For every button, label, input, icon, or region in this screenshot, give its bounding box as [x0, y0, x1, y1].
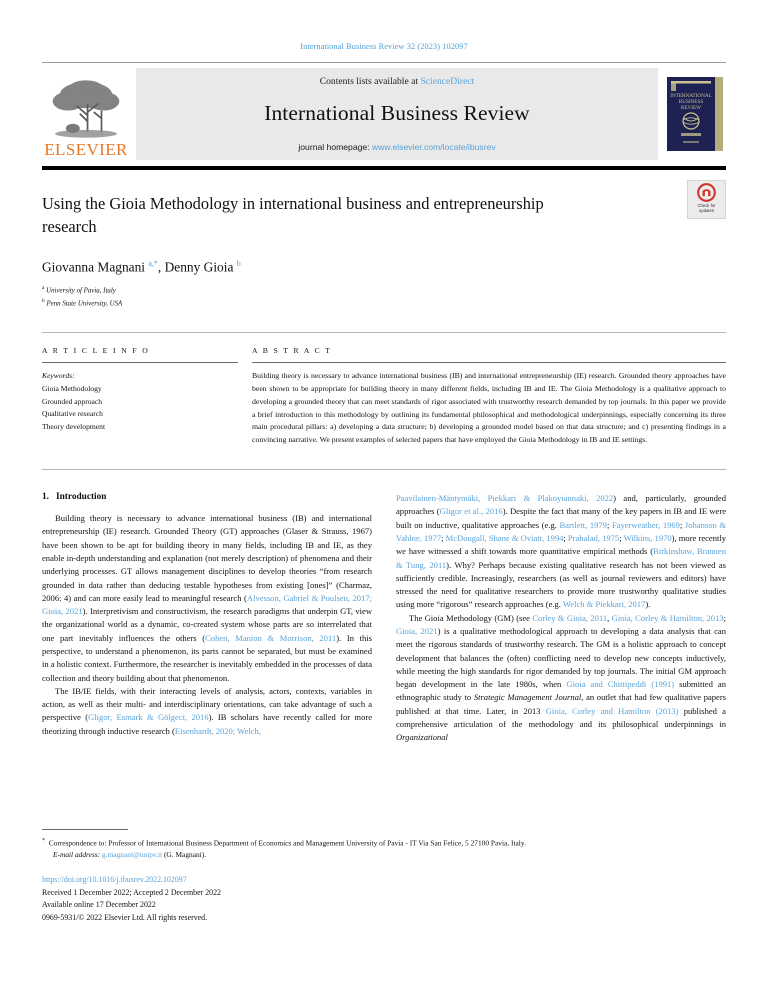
crossmark-line1: Check for	[697, 203, 716, 208]
affiliation-a-marker: a	[42, 285, 45, 292]
elsevier-tree-icon	[47, 78, 125, 140]
crossmark-label	[698, 203, 716, 214]
keyword-item: Qualitative research	[42, 409, 103, 419]
available-online-date: Available online 17 December 2022	[42, 900, 156, 910]
elsevier-logo	[42, 68, 130, 160]
received-dates: Received 1 December 2022; Accepted 2 December 2022	[42, 887, 221, 897]
running-head: International Business Review 32 (2023) 102097	[300, 42, 468, 51]
section-title-text: Introduction	[55, 492, 107, 503]
keywords-label: Keywords:	[42, 371, 75, 381]
affiliation-a-text: University of Pavia, Italy	[46, 287, 116, 295]
footnote-divider	[42, 829, 128, 830]
journal-homepage-link[interactable]: www.elsevier.com/locate/ibusrev	[371, 142, 496, 152]
article-info-abstract	[42, 332, 726, 447]
abstract-text: Building theory is necessary to advance international business (IB) and international entrepreneurship (IE) research. Grounded theory approaches have been shown to be appropriate for building theory in many different fields, including IB and IE. The Gioia Methodology is a qualitative approach to developing a grounded theory that can meet standards of rigor associated with trustworthy research demanded by top journals. In this paper we provide a brief introduction to this methodology by outlining its fundamental philosophical and methodological underpinnings, especially concerning its three main procedural pillars: a) developing a data structure; b) developing a grounded model based on that data structure; and c) presenting findings in a convincing narrative. We present examples of selected papers that have employed the Gioia Methodology in IB and IE settings.	[252, 371, 726, 445]
svg-text:INTERNATIONAL: INTERNATIONAL	[670, 93, 712, 99]
masthead-divider	[42, 166, 726, 170]
keyword-item: Theory development	[42, 422, 106, 432]
copyright-line: 0969-5931/© 2022 Elsevier Ltd. All rights reserved.	[42, 912, 208, 922]
crossmark-badge[interactable]	[687, 180, 726, 219]
svg-text:BUSINESS: BUSINESS	[678, 99, 704, 105]
title-block	[42, 192, 726, 309]
body-columns	[42, 492, 726, 744]
body-paragraph: The Gioia Methodology (GM) (see Corley & Gioia, 2011, Gioia, Corley & Hamilton, 2013; Gioia, 2021) is a qualitative methodological approach to developing a data analysis that can meet the rigorous standards of trustworthy research. The GM is a holistic approach to concept development that balances the (often) conflicting need to develop new concepts inductively, while meeting the high standards for rigor demanded by top journals. The initial GM approach began development in the late 1980s, when Gioia and Chittipeddi (1991) submitted an ethnographic study to Strategic Management Journal, an outlet that had few qualitative papers published at that time. Later, in 2013 Gioia, Corley and Hamilton (2013) published a comprehensive articulation of the methodology and its philosophical underpinnings in Organizational	[396, 612, 726, 743]
doi-link[interactable]: https://doi.org/10.1016/j.ibusrev.2022.102097	[42, 875, 187, 885]
body-paragraph: The IB/IE fields, with their interacting levels of analysis, actors, contexts, variables in action, as well as their multi- and interdisciplinary orientations, can take advantage of such a perspective (Gligor, Esmark & Gölgeci, 2016). IB scholars have recently called for more theorizing through inductive research (Eisenhardt, 2020; Welch,	[42, 685, 372, 736]
article-info-rule	[42, 362, 238, 363]
article-info-heading: A R T I C L E I N F O	[42, 346, 150, 356]
contents-prefix: Contents lists available at	[319, 76, 421, 87]
body-column-right	[396, 492, 726, 744]
keyword-item: Gioia Methodology	[42, 383, 102, 393]
journal-cover-thumbnail	[664, 68, 726, 160]
body-paragraph: Building theory is necessary to advance international business (IB) and international entrepreneurship (IE) research. Grounded Theory (GT) approaches (Glaser & Strauss, 1967) have been shown to be apt for building theory in many fields, including IB and IE, as they enable in-depth understanding and explanation (not merely description) of phenomena and their underlying processes. GT allows management disciplines to develop theories “from research grounded in data rather than deducing testable hypotheses from existing [ones]” (Charmaz, 2006: 4) and can more easily lead to meaningful research (Alvesson, Gabriel & Poulsen, 2017; Gioia, 2021). Interpretivism and constructivism, the research paradigms that underpin GT, view the organizational world as a dynamic, co-created system whose parts are so interrelated that one part inevitably influences the others (Cohen, Manion & Morrison, 2011). In this perspective, to understand a phenomenon, its parts cannot be separated, but must be examined in a holistic context. Furthermore, the researcher is inevitably embedded in the processes of data collection and theory building about that phenomenon.	[42, 513, 372, 683]
homepage-prefix: journal homepage:	[298, 142, 372, 152]
crossmark-line2: updates	[699, 208, 714, 214]
page-footer	[42, 829, 726, 924]
journal-homepage-line	[298, 142, 495, 152]
sciencedirect-link[interactable]: ScienceDirect	[420, 76, 475, 87]
author-list: Giovanna Magnani $^{a,*}$, Denny Gioia $^b$	[42, 258, 241, 275]
publication-info	[42, 874, 726, 924]
page-title: Using the Gioia Methodology in international business and entrepreneurship research	[42, 194, 544, 237]
abstract-column	[252, 346, 726, 447]
article-info-column	[42, 346, 238, 447]
correspondence-note: * Correspondence to: Professor of International Business Department of Economics and Management University of Pavia - IT Via San Felice, 5 27100 Pavia, Italy. E-mail address: g.magnani@unipv.it (G. Magnani).	[42, 837, 526, 860]
journal-masthead	[42, 62, 726, 160]
affiliations	[42, 284, 726, 309]
journal-title: International Business Review	[264, 101, 530, 125]
abstract-bottom-divider	[42, 469, 726, 470]
journal-cover-image	[667, 77, 723, 151]
section-heading-introduction	[42, 492, 372, 502]
affiliation-b-marker: b	[42, 297, 45, 304]
affiliation-a	[42, 284, 726, 296]
body-column-left	[42, 492, 372, 744]
affiliation-b	[42, 297, 726, 309]
contents-lists-line	[320, 76, 475, 87]
abstract-heading: A B S T R A C T	[252, 346, 332, 356]
body-paragraph: Paavilainen-Mäntymäki, Piekkari & Plakoyiannaki, 2022) and, particularly, grounded approaches (Gligor et al., 2016). Despite the fact that many of the key papers in IB and IE were built on inductive, qualitative approaches (e.g. Bartlett, 1979; Fayerweather, 1969; Johanson & Vahlne, 1977; McDougall, Shane & Oviatt, 1994; Prahalad, 1975; Wilkins, 1970), more recently we have witnessed a shift towards more quantitative empirical methods (Birkinshaw, Brannen & Tung, 2011). Why? Perhaps because existing qualitative research has not been viewed as sufficiently credible. Increasingly, researchers (as well as journal reviewers and editors) have stressed the need for qualitative researchers to provide more trustworthy qualitative studies using more “rigorous” research approaches (e.g. Welch & Piekkari, 2017).	[396, 493, 727, 610]
crossmark-logo-icon	[697, 183, 716, 202]
keyword-item: Grounded approach	[42, 396, 103, 406]
abstract-rule	[252, 362, 726, 363]
masthead-center	[136, 68, 658, 160]
elsevier-wordmark: ELSEVIER	[44, 140, 128, 159]
affiliation-b-text: Penn State University, USA	[46, 299, 123, 307]
section-number: 1.	[42, 492, 49, 503]
svg-text:REVIEW: REVIEW	[680, 105, 702, 111]
